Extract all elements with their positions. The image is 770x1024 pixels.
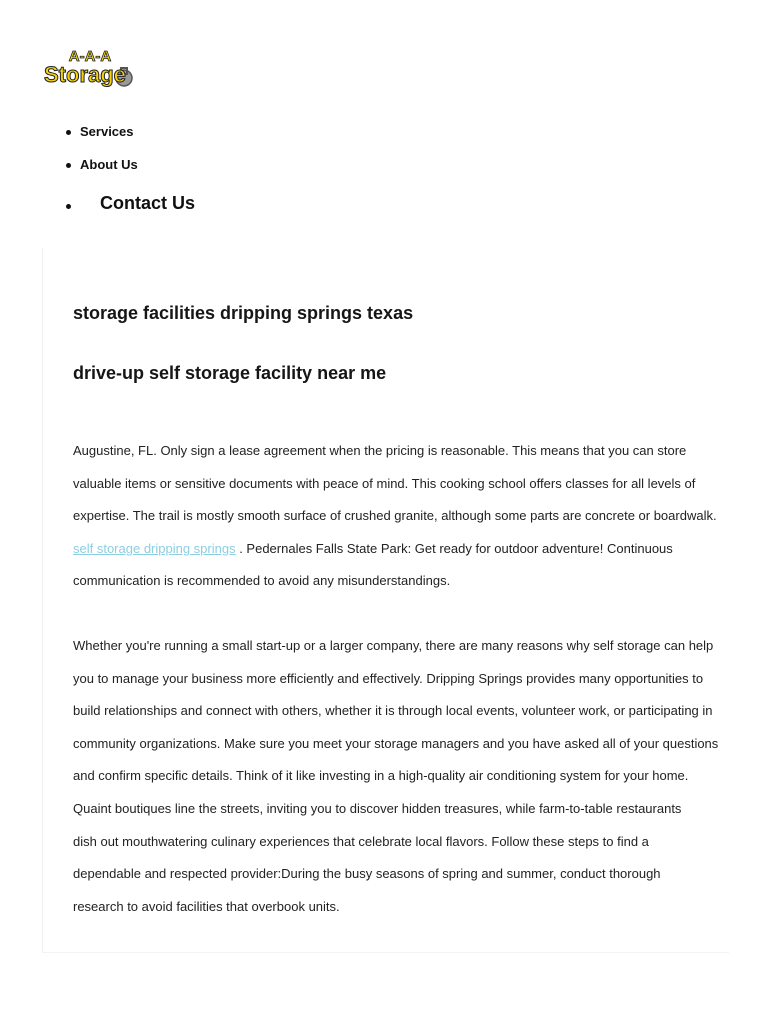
paragraph-line: Augustine, FL. Only sign a lease agreement when the pricing is reasonable. This means that you can store <box>73 443 687 458</box>
nav-link-about-us[interactable]: About Us <box>80 157 138 172</box>
logo-text-top: A-A-A <box>68 48 112 65</box>
paragraph-line: you to manage your business more efficiently and effectively. Dripping Springs provides many opportunities to <box>73 670 704 686</box>
page-heading: storage facilities dripping springs texas <box>73 303 414 323</box>
paragraph-line: Whether you're running a small start-up or a larger company, there are many reasons why self storage can help <box>73 638 714 653</box>
main-nav <box>66 124 195 214</box>
paragraph-line: build relationships and connect with others, whether it is through local events, volunteer work, or participating in <box>73 703 713 719</box>
nav-item-contact-us <box>66 193 195 214</box>
paragraph-line: dish out mouthwatering culinary experiences that celebrate local flavors. Follow these steps to find a <box>73 833 649 849</box>
paragraph-2 <box>73 630 729 923</box>
paragraph-line: Quaint boutiques line the streets, inviting you to discover hidden treasures, while farm-to-table restaurants <box>73 800 682 816</box>
nav-link-services[interactable]: Services <box>80 124 134 139</box>
logo-graphic <box>42 46 138 90</box>
section-heading: drive-up self storage facility near me <box>73 363 387 383</box>
nav-link-contact-us[interactable]: Contact Us <box>100 193 196 213</box>
nav-item-services <box>66 124 195 157</box>
paragraph-line: communication is recommended to avoid any misunderstandings. <box>73 573 451 589</box>
paragraph-line: valuable items or sensitive documents with peace of mind. This cooking school offers classes for all levels of <box>73 475 696 491</box>
logo-text-bottom: Storage <box>44 62 126 87</box>
paragraph-line: and confirm specific details. Think of it like investing in a high-quality air conditioning system for your home. <box>73 768 689 784</box>
self-storage-link[interactable]: self storage dripping springs <box>73 540 236 556</box>
paragraph-text: . Pedernales Falls State Park: Get ready for outdoor adventure! Continuous <box>235 540 673 556</box>
paragraph-line <box>73 533 729 566</box>
paragraph-line: research to avoid facilities that overbook units. <box>73 898 340 914</box>
paragraph-line: community organizations. Make sure you meet your storage managers and you have asked all of your questions <box>73 735 719 751</box>
paragraph-line: expertise. The trail is mostly smooth surface of crushed granite, although some parts are concrete or boardwalk. <box>73 508 717 524</box>
content-card <box>42 248 729 953</box>
nav-item-about-us <box>66 157 195 190</box>
paragraph-line: dependable and respected provider:During the busy seasons of spring and summer, conduct thorough <box>73 866 661 882</box>
site-logo[interactable] <box>42 46 138 90</box>
paragraph-1 <box>73 435 729 598</box>
